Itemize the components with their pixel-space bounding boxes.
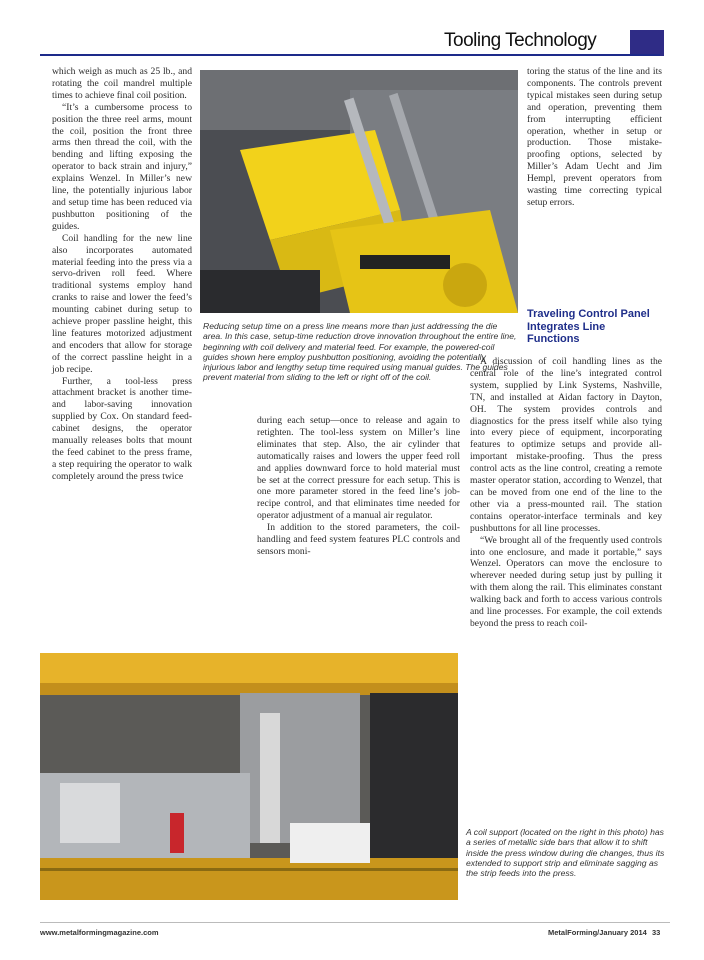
right-column-lower [470,356,662,811]
header-rule [40,54,660,56]
bottom-photo-caption: A coil support (located on the right in this photo) has a series of metallic side bars that allow it to shift inside the press window during die changes, thus its extended to support strip and eliminate sagging as the strip feeds into the press. [466,827,665,879]
paragraph: which weigh as much as 25 lb., and rotating the coil mandrel multiple times to achieve final coil position. [52,66,192,101]
footer-rule [40,922,670,923]
footer-issue: MetalForming/January 2014 [548,928,647,937]
subhead: Traveling Control Panel Integrates Line Functions [527,308,650,345]
header-accent-box [630,30,664,56]
left-column-top [52,66,192,566]
paragraph: Further, a tool-less press attachment bracket is another time- and labor-saving innovation supplied by Cox. On standard feed-cabinet designs, the operator manually releases bolts that mount the feed cabinet to the press frame, a step requiring the operator to walk completely around the press twice [52,375,192,482]
footer-page-number: 33 [652,928,661,937]
top-photo [200,70,518,313]
top-photo-caption: Reducing setup time on a press line means more than just addressing the die area. In this case, setup-time reduction drove innovation throughout the entire line, beginning with coil delivery and material feed. For example, the powered-coil guides shown here employ pushbutton positioning, avoiding the potentially injurious labor and lengthy setup time required using manual guides. The guides prevent material from sliding to the left or right off of the coil. [203,321,517,383]
paragraph: In addition to the stored parameters, the coil-handling and feed system features PLC controls and sensors moni- [257,522,460,557]
paragraph: toring the status of the line and its components. The controls prevent typical mistakes seen during setup and operation, preventing them from interrupting efficient operation, whether in setup or production. Those mistake-proofing options, selected by Miller’s Adam Uecht and Jim Hempl, prevent operators from wasting time correcting typical setup errors. [527,66,662,208]
paragraph: “We brought all of the frequently used controls into one enclosure, and made it portable,” says Wenzel. Operators can move the enclosure to wherever needed during setup just by pulling it with them along the rail. This eliminates constant walking back and forth to access various controls and line processes. For example, the coil extends beyond the press to reach coil- [470,534,662,629]
bottom-photo-illustration [40,653,458,900]
bottom-photo [40,653,458,900]
middle-column [257,415,460,645]
footer-website: www.metalformingmagazine.com [40,928,159,937]
paragraph: Coil handling for the new line also incorporates automated material feeding into the press via a servo-driven roll feed. Where traditional systems employ hand cranks to raise and lower the feed’s mounting cabinet during setup to achieve proper passline height, this line features motorized adjustment and encoders that allow for storage of the correct passline height in a job recipe. [52,232,192,375]
paragraph: A discussion of coil handling lines as the central role of the line’s integrated control system, supplied by Link Systems, Nashville, TN, and installed at Aidan factory in Dayton, OH. The system provides controls and diagnostics for the press itself while also tying into every piece of equipment, incorporating features to optimize setups and provide all-important mistake-proofing. Thus the press control acts as the line control, creating a remote master operator station, according to Wenzel, that can be moved from one end of the line to the other via a press-mounted rail. The station contains operator-interface terminals and key pushbuttons for all line processes. [470,356,662,534]
paragraph: “It’s a cumbersome process to position the three reel arms, mount the coil, position the front three arms then thread the coil, with the bending and lifting exposing the operator to back strain and injury,” explains Wenzel. In Miller’s new line, the potentially injurious labor and setup time has been reduced via pushbutton positioning of the guides. [52,101,192,232]
right-column-top [527,66,662,301]
paragraph: during each setup—once to release and again to retighten. The tool-less system on Miller’s line eliminates that step. Also, the air cylinder that automatically raises and lowers the upper feed roll and applies downward force to hold material must be set at the correct pressure for each setup. This is one more parameter stored in the feed line’s job-recipe control, and that eliminates time needed for operator adjustment of a manual air regulator. [257,415,460,522]
top-photo-illustration [200,70,518,313]
section-title: Tooling Technology [444,30,597,51]
